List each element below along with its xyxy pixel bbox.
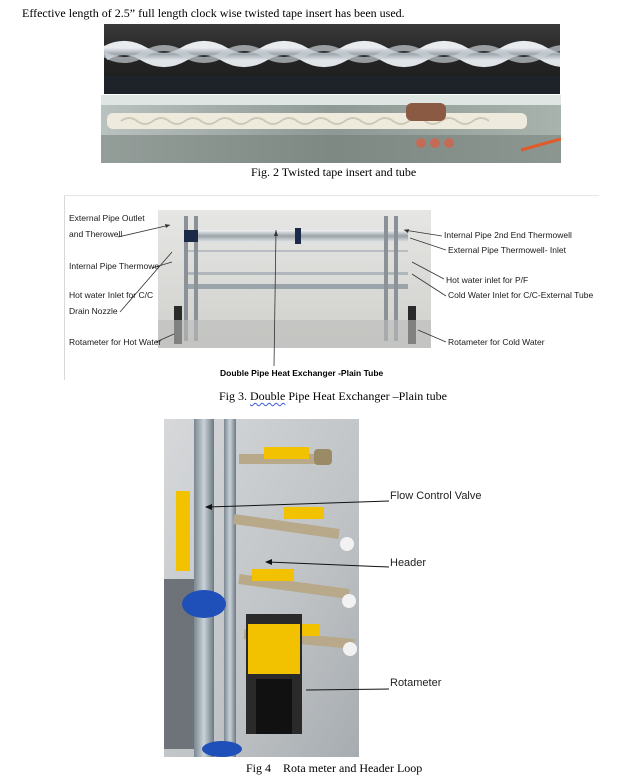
label-drain-nozzle: Drain Nozzle	[69, 306, 118, 316]
label-rotameter-hot-water: Rotameter for Hot Water	[69, 337, 162, 347]
label-external-pipe-outlet: External Pipe Outlet	[69, 213, 145, 223]
label-hot-water-pf: Hot water inlet for P/F	[446, 275, 529, 285]
fig2-caption: Fig. 2 Twisted tape insert and tube	[251, 165, 417, 179]
label-and-therowell: and Therowell	[69, 229, 123, 239]
label-rotameter: Rotameter	[390, 677, 442, 689]
label-header: Header	[390, 557, 427, 569]
label-cold-water-cc: Cold Water Inlet for C/C-External Tube	[448, 290, 594, 300]
label-flow-control-valve: Flow Control Valve	[390, 490, 482, 502]
fig3-bottom-title: Double Pipe Heat Exchanger -Plain Tube	[220, 368, 384, 378]
label-internal-pipe-2nd-end: Internal Pipe 2nd End Thermowell	[444, 230, 572, 240]
intro-text: Effective length of 2.5” full length clock wise twisted tape insert has been used.	[22, 6, 405, 20]
fig3-caption: Fig 3. Double Pipe Heat Exchanger –Plain tube	[219, 389, 447, 403]
label-internal-pipe-thermowell: Internal Pipe Thermowe	[69, 261, 160, 271]
label-hot-water-inlet-cc: Hot water Inlet for C/C	[69, 290, 154, 300]
fig4-caption: Fig 4 Rota meter and Header Loop	[246, 761, 423, 775]
label-rotameter-cold-water: Rotameter for Cold Water	[448, 337, 545, 347]
label-external-thermowell-inlet: External Pipe Thermowell- Inlet	[448, 245, 566, 255]
